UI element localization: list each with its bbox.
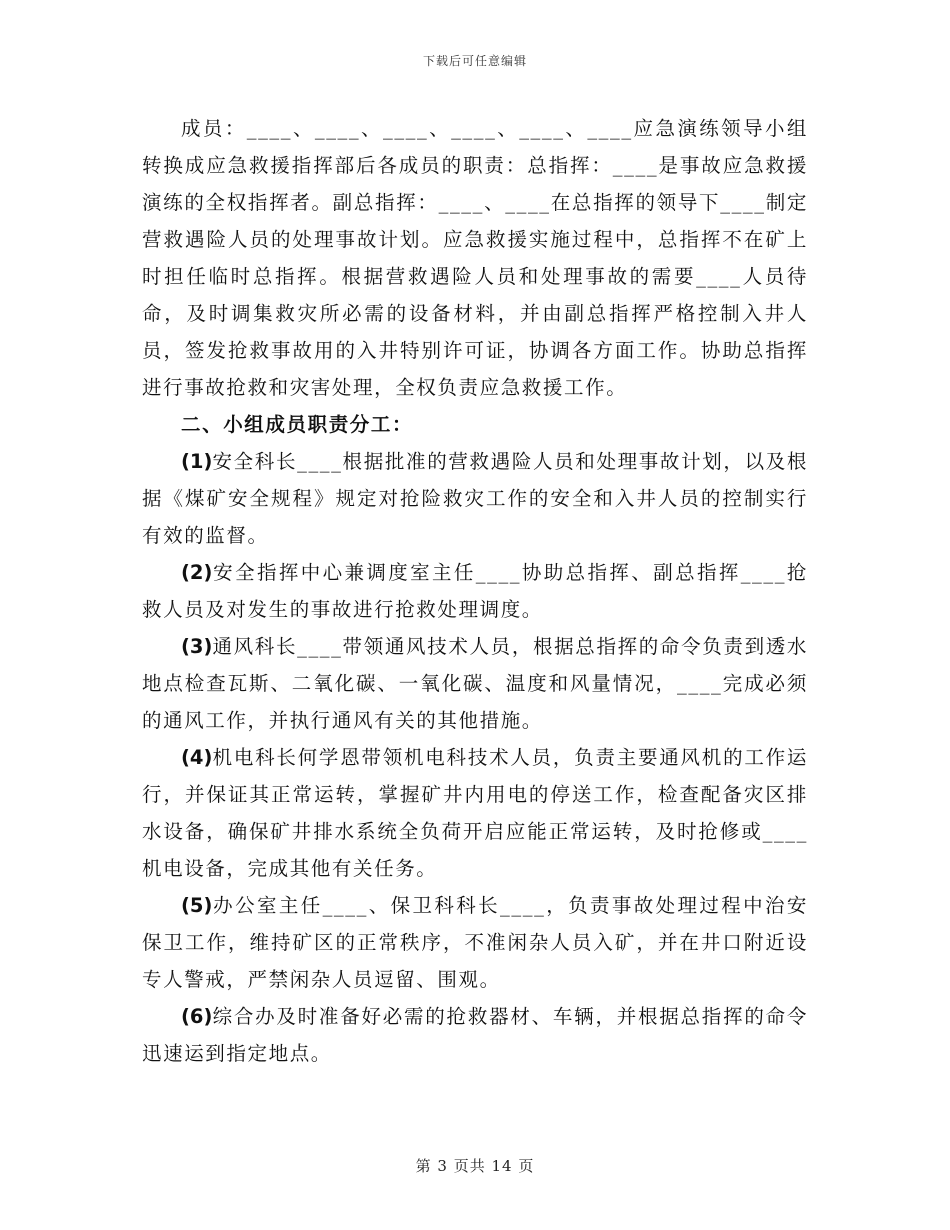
duty-item-5 (142, 887, 808, 998)
duty-item-3 (142, 628, 808, 739)
item-text: 机电科长何学恩带领机电科技术人员，负责主要通风机的工作运行，并保证其正常运转，掌握矿井内用电的停送工作，检查配备灾区排水设备，确保矿井排水系统全负荷开启应能正常运转，及时抢修或____机电设备，完成其他有关任务。 (142, 746, 808, 880)
duty-item-2 (142, 554, 808, 628)
item-number: (5) (181, 894, 213, 917)
duty-item-4 (142, 739, 808, 887)
page-number-footer: 第 3 页共 14 页 (415, 1157, 535, 1175)
document-body (142, 110, 808, 1072)
item-text: 安全科长____根据批准的营救遇险人员和处理事故计划，以及根据《煤矿安全规程》规定对抢险救灾工作的安全和入井人员的控制实行有效的监督。 (142, 450, 808, 547)
item-text: 安全指挥中心兼调度室主任____协助总指挥、副总指挥____抢救人员及对发生的事故进行抢救处理调度。 (142, 561, 808, 621)
item-number: (2) (181, 561, 213, 584)
item-text: 综合办及时准备好必需的抢救器材、车辆，并根据总指挥的命令迅速运到指定地点。 (142, 1005, 808, 1065)
item-number: (3) (181, 635, 213, 658)
item-number: (1) (181, 450, 213, 473)
intro-paragraph: 成员：____、____、____、____、____、____应急演练领导小组转换成应急救援指挥部后各成员的职责：总指挥：____是事故应急救援演练的全权指挥者。副总指挥：____、____在总指挥的领导下____制定营救遇险人员的处理事故计划。应急救援实施过程中，总指挥不在矿上时担任临时总指挥。根据营救遇险人员和处理事故的需要____人员待命，及时调集救灾所必需的设备材料，并由副总指挥严格控制入井人员，签发抢救事故用的入井特别许可证，协调各方面工作。协助总指挥进行事故抢救和灾害处理，全权负责应急救援工作。 (142, 117, 808, 399)
page-header-note: 下载后可任意编辑 (422, 54, 527, 68)
item-number: (6) (181, 1005, 213, 1028)
section-title: 二、小组成员职责分工： (181, 413, 414, 436)
duty-item-6 (142, 998, 808, 1072)
item-text: 办公室主任____、保卫科科长____，负责事故处理过程中治安保卫工作，维持矿区的正常秩序，不准闲杂人员入矿，并在井口附近设专人警戒，严禁闲杂人员逗留、围观。 (142, 894, 808, 991)
item-text: 通风科长____带领通风技术人员，根据总指挥的命令负责到透水地点检查瓦斯、二氧化碳、一氧化碳、温度和风量情况，____完成必须的通风工作，并执行通风有关的其他措施。 (142, 635, 808, 732)
item-number: (4) (181, 746, 213, 769)
duty-item-1 (142, 443, 808, 554)
